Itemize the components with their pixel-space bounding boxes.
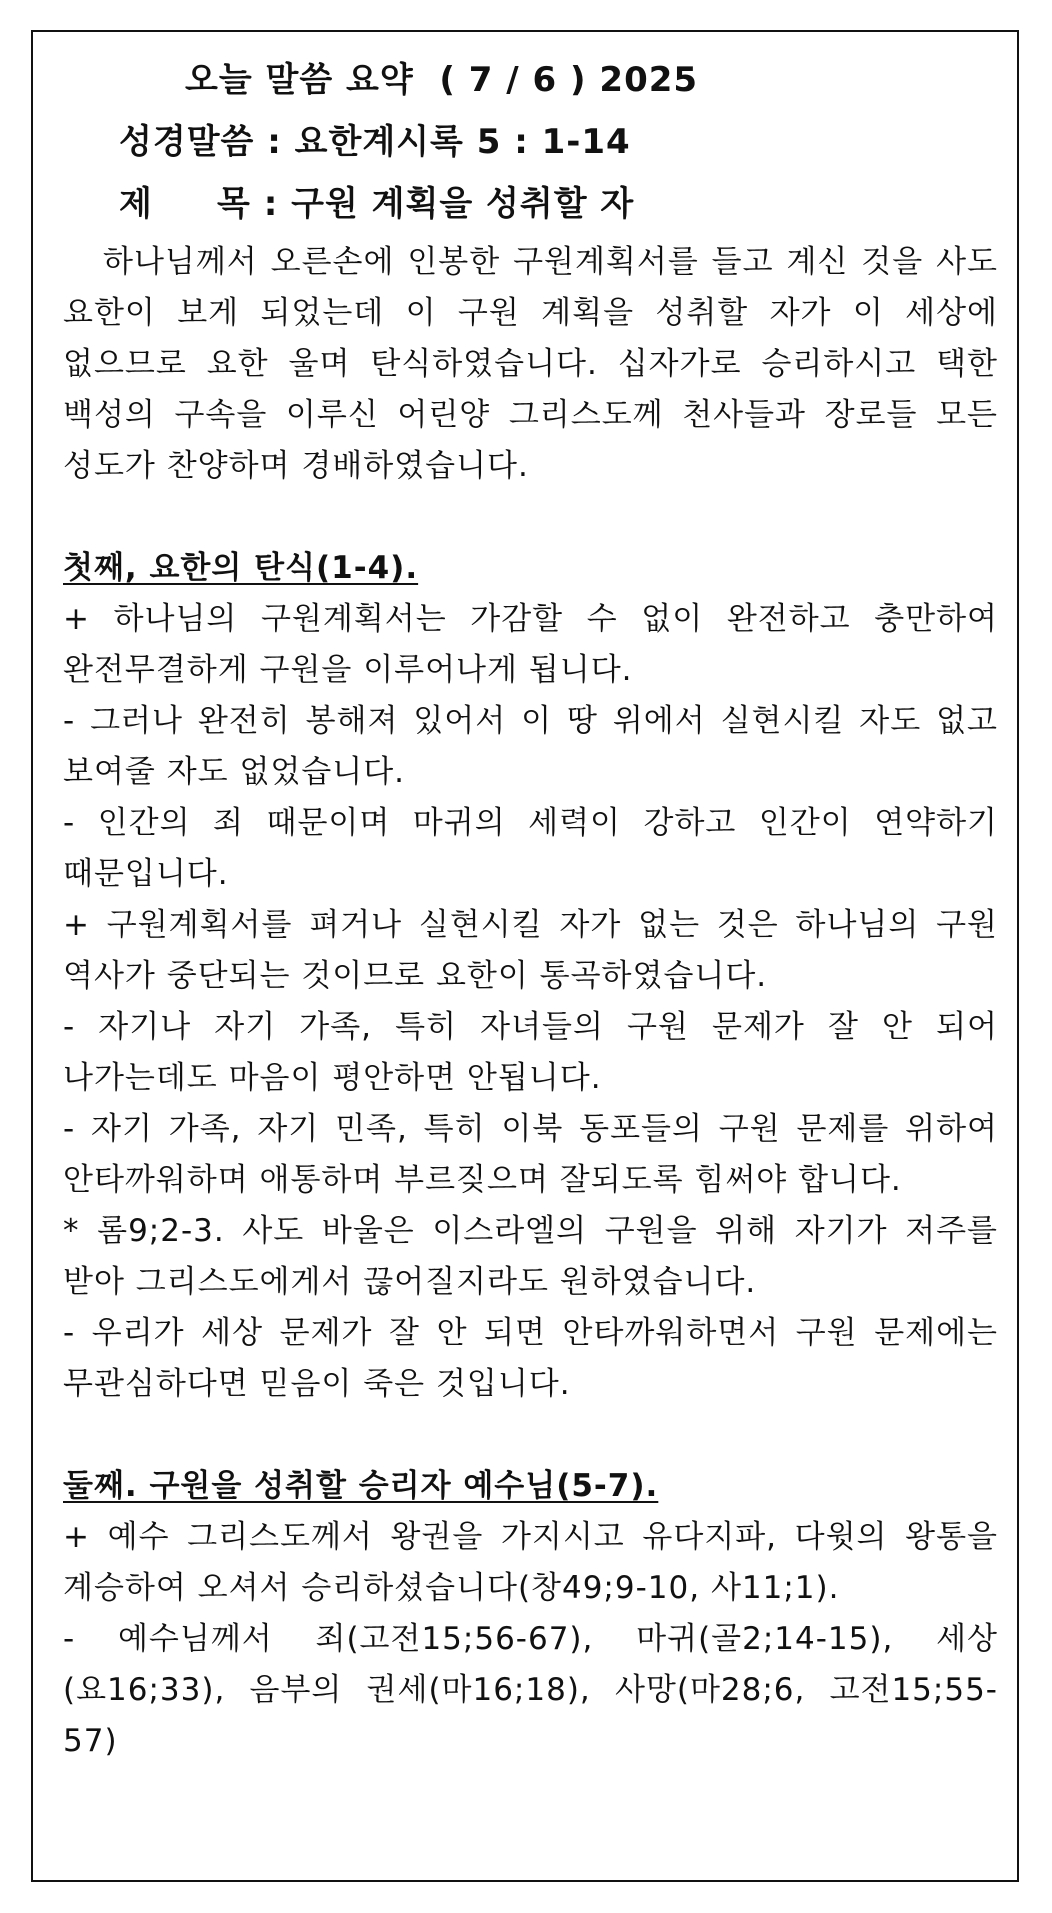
sermon-subject: 제 목 : 구원 계획을 성취할 자: [119, 184, 635, 224]
list-item: - 인간의 죄 때문이며 마귀의 세력이 강하고 인간이 연약하기 때문입니다.: [63, 805, 998, 892]
intro-paragraph: 하나님께서 오른손에 인봉한 구원계획서를 들고 계신 것을 사도 요한이 보게 되었는데 이 구원 계획을 성취할 자가 이 세상에 없으므로 요한 울며 탄식하였습니다. 십자가로 승리하시고 택한 백성의 구속을 이루신 어린양 그리스도께 천사들과 장로들 모든 성도가 찬양하며 경배하였습니다.: [63, 244, 998, 484]
list-item: - 그러나 완전히 봉해져 있어서 이 땅 위에서 실현시킬 자도 없고 보여줄 자도 없었습니다.: [63, 703, 998, 790]
list-item: + 하나님의 구원계획서는 가감할 수 없이 완전하고 충만하여 완전무결하게 구원을 이루어나게 됩니다.: [63, 601, 998, 688]
section-title-first: 첫째, 요한의 탄식(1-4).: [63, 550, 419, 586]
document-body: [63, 237, 998, 1767]
list-item: - 자기나 자기 가족, 특히 자녀들의 구원 문제가 잘 안 되어 나가는데도 마음이 평안하면 안됩니다.: [63, 1009, 998, 1096]
list-item: * 롬9;2-3. 사도 바울은 이스라엘의 구원을 위해 자기가 저주를 받아 그리스도에게서 끊어질지라도 원하였습니다.: [63, 1213, 998, 1300]
document-frame: [31, 30, 1019, 1882]
list-item: - 우리가 세상 문제가 잘 안 되면 안타까워하면서 구원 문제에는 무관심하다면 믿음이 죽은 것입니다.: [63, 1315, 998, 1402]
section-title-second: 둘째. 구원을 성취할 승리자 예수님(5-7).: [63, 1468, 659, 1504]
list-item: - 예수님께서 죄(고전15;56-67), 마귀(골2;14-15), 세상(요16;33), 음부의 권세(마16;18), 사망(마28;6, 고전15;55-57): [63, 1621, 998, 1759]
list-item: - 자기 가족, 자기 민족, 특히 이북 동포들의 구원 문제를 위하여 안타까워하며 애통하며 부르짖으며 잘되도록 힘써야 합니다.: [63, 1111, 998, 1198]
list-item: + 예수 그리스도께서 왕권을 가지시고 유다지파, 다윗의 왕통을 계승하여 오셔서 승리하셨습니다(창49;9-10, 사11;1).: [63, 1519, 998, 1606]
page-title: 오늘 말씀 요약 ( 7 / 6 ) 2025: [185, 60, 699, 100]
list-item: + 구원계획서를 펴거나 실현시킬 자가 없는 것은 하나님의 구원 역사가 중단되는 것이므로 요한이 통곡하였습니다.: [63, 907, 998, 994]
scripture-reference: 성경말씀 : 요한계시록 5 : 1-14: [119, 122, 631, 162]
